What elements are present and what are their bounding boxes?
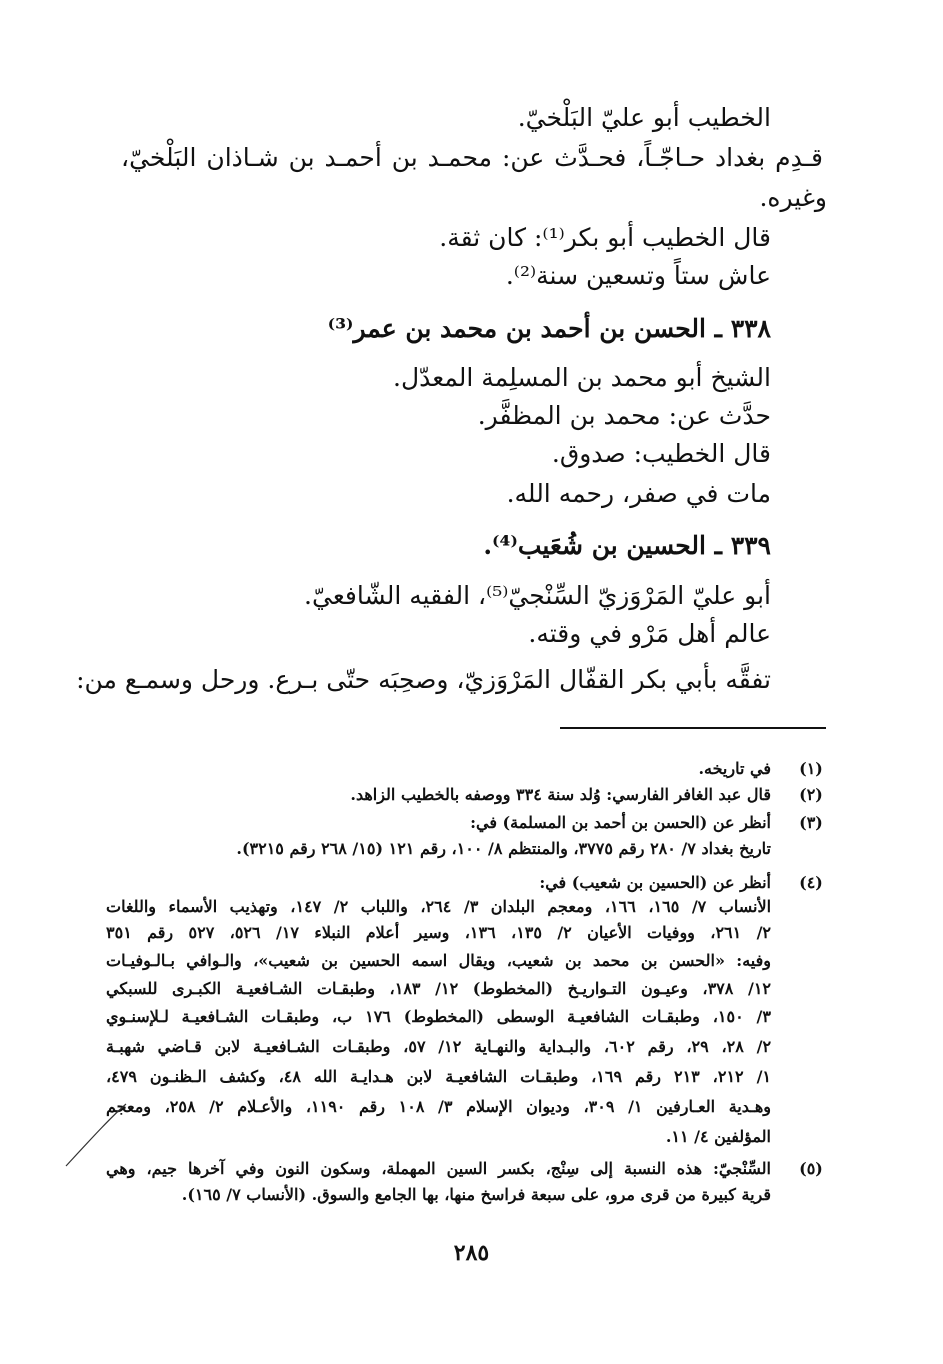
footnote-5-line-1: السِّنْجيّ: هذه النسبة إلى سِنْج، بكسر السين المهملة، وسكون النون وفي آخرها جيم، وهي (106, 1159, 771, 1178)
footnote-5-line-2: قرية كبيرة من قرى مرو، على سبعة فراسخ منها، بها الجامع والسوق. (الأنساب ٧/ ١٦٥). (181, 1185, 771, 1204)
footnote-4-line-1: أنظر عن (الحسين بن شعيب) في: (539, 873, 771, 892)
main-line-12: أبو عليّ المَرْوَزيّ السِّنْجيّ⁽⁵⁾، الفقيه الشّافعيّ. (304, 581, 771, 610)
footnote-number-4: (٤) (799, 873, 823, 892)
footnote-number-1: (١) (799, 759, 823, 778)
footnote-4-line-4: وفيه: «الحسن بن محمد بن شعيب، ويقال اسمه الحسين بن شعيب»، والـوافي بـالـوفيـات (106, 951, 771, 970)
main-line-8: حدَّث عن: محمد بن المظفَّر. (477, 401, 771, 430)
pen-mark-icon (60, 1100, 130, 1170)
page-number: ٢٨٥ (453, 1240, 490, 1266)
main-line-5: عاش ستاً وتسعين سنة⁽²⁾. (505, 261, 771, 290)
footnote-4-line-3: ٢/ ٢٦١، ووفيات الأعيان ٢/ ١٣٥، ١٣٦، وسير أعلام النبلاء ١٧/ ٥٢٦، ٥٢٧ رقم ٣٥١ (106, 923, 772, 942)
footnote-4-line-6: ٣/ ١٥٠، وطبقـات الشافعيـة الوسطى (المخطوط) ١٧٦ ب، وطبقـات الشـافعيـة لـلإسنـوي (106, 1007, 771, 1026)
footnote-1: في تاريخه. (698, 759, 771, 778)
footnote-3-line-1: أنظر عن (الحسن بن أحمد بن المسلمة) في: (470, 813, 771, 832)
footnote-4-line-8: ١/ ٢١٢، ٢١٣ رقم ١٦٩، وطبقـات الشافعيـة لابن هـدايـة الله ٤٨، وكشف الـظنـون ٤٧٩، (106, 1067, 772, 1086)
footnote-3-line-2: تاريخ بغداد ٧/ ٢٨٠ رقم ٣٧٧٥، والمنتظم ٨/ ١٠٠، رقم ١٢١ (١٥/ ٢٦٨ رقم ٣٢١٥). (236, 839, 771, 858)
main-line-9: قال الخطيب: صدوق. (551, 439, 771, 468)
footnote-number-2: (٢) (799, 785, 823, 804)
main-line-1: الخطيب أبو عليّ البَلْخيّ. (517, 103, 771, 132)
entry-heading-339: ٣٣٩ ـ الحسين بن شُعَيب⁽⁴⁾. (483, 531, 771, 560)
footnote-4-line-5: ١٢/ ٣٧٨، وعيـون التـواريـخ (المخطوط) ١٢/ ١٨٣، وطبقـات الشـافعيـة الكبـرى للسبكي (106, 979, 772, 998)
footnote-4-line-9: وهـدية العـارفين ١/ ٣٠٩، وديوان الإسلام ٣/ ١٠٨ رقم ١١٩٠، والأعـلام ٢/ ٢٥٨، ومعجم (106, 1097, 772, 1116)
footnote-4-line-2: الأنساب ٧/ ١٦٥، ١٦٦، ومعجم البلدان ٣/ ٢٦٤، واللباب ٢/ ١٤٧، وتهذيب الأسماء واللغات (106, 897, 772, 916)
entry-heading-338: ٣٣٨ ـ الحسن بن أحمد بن محمد بن عمر⁽³⁾ (327, 314, 771, 343)
main-line-7: الشيخ أبو محمد بن المسلِمة المعدّل. (393, 363, 771, 392)
main-line-2: قـدِم بغداد حـاجّـاً، فحـدَّث عن: محمـد بن أحمـد بن شـاذان البَلْخيّ، (121, 143, 823, 172)
main-line-3: وغيره. (759, 183, 827, 212)
footnote-4-line-10: المؤلفين ٤/ ١١. (665, 1127, 771, 1146)
main-line-14: تفقَّه بأبي بكر القفّال المَرْوَزيّ، وصحِبَه حتّى بـرع. ورحل وسمـع من: (76, 665, 771, 694)
main-line-13: عالم أهل مَرْو في وقته. (528, 619, 771, 648)
footnote-number-5: (٥) (799, 1159, 823, 1178)
main-line-10: مات في صفر، رحمه الله. (506, 479, 771, 508)
footnote-4-line-7: ٢/ ٢٨، ٢٩، رقم ٦٠٢، والبـداية والنهـاية ١٢/ ٥٧، وطبقـات الشـافعيـة لابن قـاضي شهبـة (106, 1037, 772, 1056)
footnote-number-3: (٣) (799, 813, 823, 832)
footnote-2: قال عبد الغافر الفارسي: وُلد سنة ٣٣٤ ووصفه بالخطيب الزاهد. (350, 785, 771, 804)
footnote-separator (560, 727, 826, 729)
main-line-4: قال الخطيب أبو بكر⁽¹⁾: كان ثقة. (439, 223, 771, 252)
